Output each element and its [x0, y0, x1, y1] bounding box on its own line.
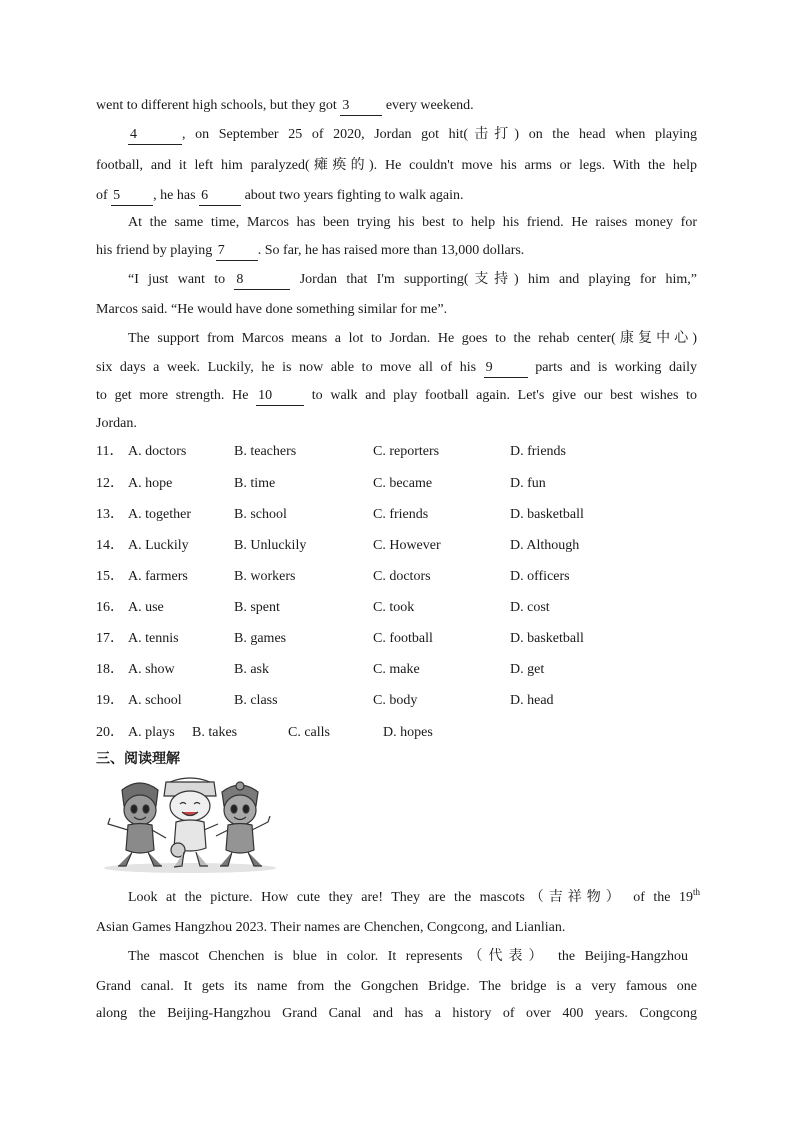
- passage-line: Marcos said. “He would have done something similar for me”.: [96, 302, 448, 317]
- reading-line: Grand canal. It gets its name from the Gongchen Bridge. The bridge is a very famous one: [96, 979, 697, 994]
- reading-line: along the Beijing-Hangzhou Grand Canal and has a history of over 400 years. Congcong: [96, 1006, 697, 1021]
- option-a[interactable]: A. hope: [128, 476, 173, 491]
- option-a[interactable]: A. use: [128, 600, 164, 615]
- passage-line: “I just want to 8 Jordan that I'm supporting(支持) him and playing for him,”: [128, 271, 697, 290]
- option-c[interactable]: C. However: [373, 538, 441, 553]
- reading-line: The mascot Chenchen is blue in color. It represents（代表） the Beijing-Hangzhou: [128, 949, 688, 964]
- passage-line: to get more strength. He 10 to walk and play football again. Let's give our best wishes to: [96, 387, 697, 406]
- option-d[interactable]: D. fun: [510, 476, 546, 491]
- option-b[interactable]: B. games: [234, 631, 287, 646]
- passage-line: 4 , on September 25 of 2020, Jordan got hit(击打) on the head when playing: [128, 126, 697, 145]
- blank-10: 10: [256, 387, 304, 406]
- worksheet-page: went to different high schools, but they got 3 every weekend. 4 , on September 25 of 2020, Jordan got hit(击打) on the head when playing football, and it left him paralyzed(瘫痪的). He couldn't move his arms or legs. With the help of 5 , he has 6 about two years fighting to walk again. At the same time, Marcos has been trying his best to help his friend. He raises money for his friend by playing 7 . So far, he has raised more than 13,000 dollars. “I just want to 8 Jordan that I'm supporting(支持) him and playing for him,” Marcos said. “He would have done something similar for me”. The support from Marcos means a lot to Jordan. He goes to the rehab center(康复中心) six days a week. Luckily, he is now able to move all of his 9 parts and is working daily to get more strength. He 10 to walk and play football again. Let's give our best wishes to Jordan. 11． A. doctors B. teachers C. reporters D. friends 12． A. hope B. time C. became D. fun 13． A. together B. school C. friends D. basketball 14． A. Luckily B. Unluckily C. However D. Although 15． A. farmers B. workers C. doctors D. officers 16． A. use B. spent C. took D. cost 17． A. tennis B. games C. football D. basketball 18． A. show B. ask C. make D. get 19． A. school B. class C. body D. head 20． A. plays B. takes C. calls D. hopes 三、阅读理解 Look at the picture. How cute they are! They are the mascots（吉祥物） of the 19th Asian Games Hangzhou 2023. Their names are Chenchen, Congcong, and Lianlian. The mascot Chenchen is blue in color. It represents（代表） the Beijing-Hangzhou Grand canal. It gets its name from the Gongchen Bridge. The bridge is a very famous one along the Beijing-Hangzhou Grand Canal and has a history of over 400 years. Congcong: [96, 98, 700, 1021]
- option-c[interactable]: C. took: [373, 600, 415, 615]
- option-b[interactable]: B. teachers: [234, 444, 297, 459]
- option-d[interactable]: D. head: [510, 693, 554, 708]
- passage-line: football, and it left him paralyzed(瘫痪的). He couldn't move his arms or legs. With the help: [96, 158, 697, 173]
- passage-line: went to different high schools, but they got 3 every weekend.: [96, 97, 697, 116]
- section-title: 三、阅读理解: [96, 751, 180, 767]
- option-b[interactable]: B. time: [234, 476, 276, 491]
- option-a[interactable]: A. tennis: [128, 631, 179, 646]
- blank-9: 9: [484, 359, 528, 378]
- option-d[interactable]: D. get: [510, 662, 545, 677]
- option-c[interactable]: C. body: [373, 693, 418, 708]
- option-c[interactable]: C. calls: [288, 725, 330, 740]
- option-c[interactable]: C. reporters: [373, 444, 440, 459]
- option-d[interactable]: D. friends: [510, 444, 566, 459]
- passage-line: six days a week. Luckily, he is now able to move all of his 9 parts and is working daily: [96, 359, 697, 378]
- option-b[interactable]: B. workers: [234, 569, 296, 584]
- option-d[interactable]: D. basketball: [510, 631, 584, 646]
- option-d[interactable]: D. hopes: [383, 725, 433, 740]
- blank-3: 3: [340, 97, 382, 116]
- option-d[interactable]: D. basketball: [510, 507, 584, 522]
- option-c[interactable]: C. doctors: [373, 569, 431, 584]
- option-b[interactable]: B. school: [234, 507, 287, 522]
- option-d[interactable]: D. officers: [510, 569, 570, 584]
- blank-5: 5: [111, 187, 153, 206]
- option-b[interactable]: B. class: [234, 693, 278, 708]
- option-a[interactable]: A. doctors: [128, 444, 187, 459]
- option-a[interactable]: A. show: [128, 662, 175, 677]
- passage-line: The support from Marcos means a lot to Jordan. He goes to the rehab center(康复中心): [128, 331, 697, 346]
- option-b[interactable]: B. spent: [234, 600, 280, 615]
- option-c[interactable]: C. friends: [373, 507, 429, 522]
- option-c[interactable]: C. make: [373, 662, 420, 677]
- option-b[interactable]: B. takes: [192, 725, 238, 740]
- mascots-illustration-icon: [100, 776, 280, 874]
- option-a[interactable]: A. together: [128, 507, 191, 522]
- option-c[interactable]: C. football: [373, 631, 433, 646]
- passage-line: his friend by playing 7 . So far, he has raised more than 13,000 dollars.: [96, 242, 697, 261]
- option-a[interactable]: A. school: [128, 693, 182, 708]
- option-d[interactable]: D. cost: [510, 600, 550, 615]
- option-a[interactable]: A. Luckily: [128, 538, 189, 553]
- reading-line: Look at the picture. How cute they are! They are the mascots（吉祥物） of the 19th: [128, 887, 700, 905]
- blank-7: 7: [216, 242, 258, 261]
- option-d[interactable]: D. Although: [510, 538, 580, 553]
- option-b[interactable]: B. ask: [234, 662, 269, 677]
- passage-line: Jordan.: [96, 416, 137, 431]
- option-b[interactable]: B. Unluckily: [234, 538, 307, 553]
- option-a[interactable]: A. plays: [128, 725, 175, 740]
- option-a[interactable]: A. farmers: [128, 569, 188, 584]
- blank-8: 8: [234, 271, 290, 290]
- reading-line: Asian Games Hangzhou 2023. Their names are Chenchen, Congcong, and Lianlian.: [96, 920, 566, 935]
- passage-line: At the same time, Marcos has been trying his best to help his friend. He raises money for: [128, 215, 697, 230]
- blank-6: 6: [199, 187, 241, 206]
- option-c[interactable]: C. became: [373, 476, 433, 491]
- blank-4: 4: [128, 126, 182, 145]
- passage-line: of 5 , he has 6 about two years fighting to walk again.: [96, 187, 697, 206]
